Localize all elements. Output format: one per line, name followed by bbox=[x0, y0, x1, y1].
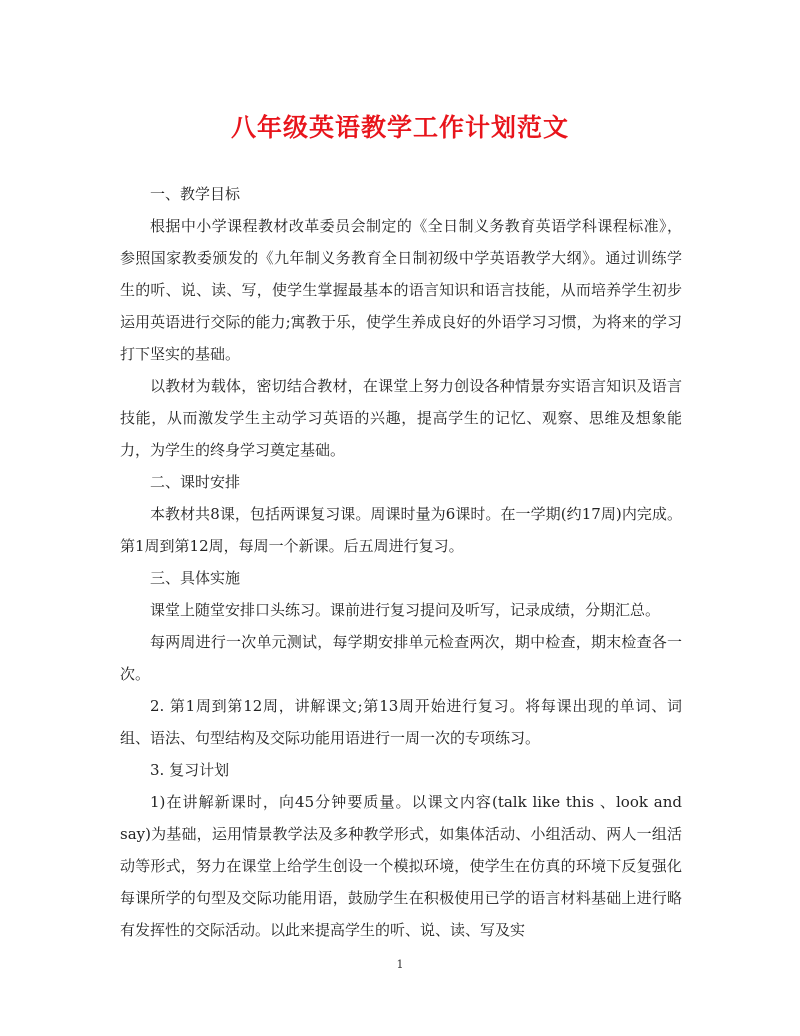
paragraph: 每两周进行一次单元测试，每学期安排单元检查两次，期中检查，期末检查各一次。 bbox=[120, 633, 682, 683]
section-heading: 3. 复习计划 bbox=[150, 761, 230, 779]
section-heading: 三、具体实施 bbox=[150, 569, 241, 587]
paragraph: 1)在讲解新课时，向45分钟要质量。以课文内容(talk like this 、look and say)为基础，运用情景教学法及多种教学形式，如集体活动、小组活动、两人一组活动等形式，努力在课堂上给学生创设一个模拟环境，使学生在仿真的环境下反复强化每课所学的句型及交际功能用语，鼓励学生在积极使用已学的语言材料基础上进行略有发挥性的交际活动。以此来提高学生的听、说、读、写及实 bbox=[120, 793, 682, 939]
paragraph: 课堂上随堂安排口头练习。课前进行复习提问及听写，记录成绩，分期汇总。 bbox=[150, 601, 661, 619]
section-heading: 二、课时安排 bbox=[150, 473, 241, 491]
paragraph: 以教材为载体，密切结合教材，在课堂上努力创设各种情景夯实语言知识及语言技能，从而激发学生主动学习英语的兴趣，提高学生的记忆、观察、思维及想象能力，为学生的终身学习奠定基础。 bbox=[120, 377, 682, 459]
document-title: 八年级英语教学工作计划范文 bbox=[230, 113, 569, 142]
paragraph: 本教材共8课，包括两课复习课。周课时量为6课时。在一学期(约17周)内完成。第1周到第12周，每周一个新课。后五周进行复习。 bbox=[120, 505, 682, 555]
page-number: 1 bbox=[396, 958, 404, 971]
section-heading: 一、教学目标 bbox=[150, 185, 241, 203]
paragraph: 根据中小学课程教材改革委员会制定的《全日制义务教育英语学科课程标准》，参照国家教委颁发的《九年制义务教育全日制初级中学英语教学大纲》。通过训练学生的听、说、读、写，使学生掌握最基本的语言知识和语言技能，从而培养学生初步运用英语进行交际的能力;寓教于乐，使学生养成良好的外语学习习惯，为将来的学习打下坚实的基础。 bbox=[120, 217, 682, 363]
paragraph: 2. 第1周到第12周，讲解课文;第13周开始进行复习。将每课出现的单词、词组、语法、句型结构及交际功能用语进行一周一次的专项练习。 bbox=[120, 697, 682, 747]
document-body bbox=[120, 178, 682, 946]
